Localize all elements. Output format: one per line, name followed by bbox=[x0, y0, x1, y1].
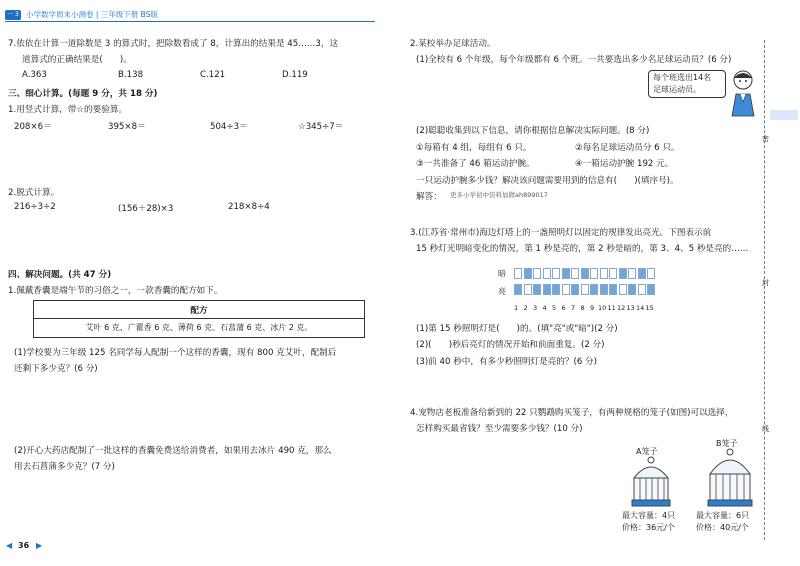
calc2-item: 218×8÷4 bbox=[228, 202, 270, 212]
second-label: 10 bbox=[598, 304, 607, 312]
p4-line1: 4.宠物店老板准备给新到的 22 只鹦鹉购买笼子，有两种规格的笼子(如图)可以选择， bbox=[410, 408, 734, 418]
second-label: 4 bbox=[542, 304, 547, 312]
p1-q2-line2: 用去石菖蒲多少克？(7 分) bbox=[14, 462, 115, 472]
grid-cell-dark bbox=[600, 268, 608, 279]
grid-cell-dark bbox=[628, 268, 636, 279]
page-next-icon: ▶ bbox=[36, 541, 43, 550]
page-prev-icon: ◀ bbox=[6, 541, 13, 550]
seal-char-feng: 封 bbox=[762, 279, 769, 287]
grid-cell-dark bbox=[543, 268, 551, 279]
second-label: 1 bbox=[514, 304, 519, 312]
speech-bubble bbox=[648, 70, 726, 98]
p3-q2: (2)( )秒后亮灯的情况开始和前面重复。(2 分) bbox=[416, 340, 605, 350]
p2-answer-label: 解答： bbox=[416, 192, 442, 202]
grid-cell-light bbox=[562, 284, 570, 295]
seal-line bbox=[764, 40, 766, 540]
cage-b-price: 价格：40元/个 bbox=[696, 523, 749, 532]
p1-q1-line1: (1)学校要为三年级 125 名同学每人配制一个这样的香囊，现有 800 克艾叶，配制后 bbox=[14, 348, 337, 358]
grid-cell-light bbox=[609, 284, 617, 295]
grid-cell-dark bbox=[552, 268, 560, 279]
grid-cell-dark bbox=[638, 268, 646, 279]
section-3-heading: 三、细心计算。(每题 9 分，共 18 分) bbox=[8, 89, 158, 99]
section-4-heading: 四、解决问题。(共 47 分) bbox=[8, 270, 112, 280]
grid-cell-light bbox=[647, 284, 655, 295]
second-label: 11 bbox=[607, 304, 616, 312]
q7-line1: 7.依依在计算一道除数是 3 的算式时，把除数看成了 8，计算出的结果是 45……3，这 bbox=[8, 39, 339, 49]
recipe-title: 配方 bbox=[190, 306, 208, 316]
second-label: 15 bbox=[645, 304, 654, 312]
birdcage-b-icon bbox=[704, 448, 756, 508]
cage-a-price: 价格：36元/个 bbox=[622, 523, 675, 532]
grid-cell-dark bbox=[590, 268, 598, 279]
cage-a-label: A笼子 bbox=[636, 447, 658, 456]
grid-cell-light bbox=[533, 284, 541, 295]
p2-q1: (1)全校有 6 个年级，每个年级都有 6 个班。一共要选出多少名足球运动员？(6 分) bbox=[416, 55, 732, 65]
p3-q3: (3)前 40 秒中，有多少秒照明灯是亮的？(6 分) bbox=[416, 357, 597, 367]
grid-cell-dark bbox=[524, 268, 532, 279]
second-label: 3 bbox=[533, 304, 538, 312]
grid-cell-dark bbox=[609, 268, 617, 279]
calc2-item: 216÷3÷2 bbox=[14, 202, 56, 212]
q7-option-c: C.121 bbox=[200, 70, 226, 80]
p1-q2-line1: (2)开心大药店配制了一批这样的香囊免费送给消费者，如果用去冰片 490 克，那么 bbox=[14, 446, 332, 456]
calc1-title: 1.用竖式计算，带☆的要验算。 bbox=[8, 105, 128, 115]
second-label: 8 bbox=[580, 304, 585, 312]
bubble-line2: 足球运动员。 bbox=[653, 85, 701, 94]
bubble-line1: 每个班选出14名 bbox=[653, 73, 712, 82]
p2-info-2: ②每名足球运动员分 6 只。 bbox=[575, 143, 680, 153]
calc1-item: ☆345÷7＝ bbox=[298, 122, 344, 132]
p2-info-4: ④一箱运动护腕 192 元。 bbox=[575, 159, 674, 169]
seal-char-xian: 线 bbox=[762, 425, 769, 433]
grid-cell-light bbox=[514, 284, 522, 295]
p3-q1: (1)第 15 秒照明灯是( )的。(填"亮"或"暗")(2 分) bbox=[416, 324, 618, 334]
grid-cell-light bbox=[543, 284, 551, 295]
p1-intro: 1.佩戴香囊是端午节的习俗之一，一款香囊的配方如下。 bbox=[8, 286, 223, 296]
grid-cell-light bbox=[590, 284, 598, 295]
teacher-icon bbox=[728, 66, 758, 118]
grid-cell-light bbox=[552, 284, 560, 295]
q7-line2: 道算式的正确结果是( )。 bbox=[22, 55, 132, 65]
header-title: 小学数学周末小测卷 | 三年级下册 BS版 bbox=[26, 10, 158, 19]
grid-cell-dark bbox=[571, 268, 579, 279]
p2-ask: 一只运动护腕多少钱？解决该问题需要用到的信息有( )(填序号)。 bbox=[416, 176, 679, 186]
grid-cell-dark bbox=[533, 268, 541, 279]
second-label: 7 bbox=[571, 304, 576, 312]
seal-char-mi: 密 bbox=[762, 135, 769, 143]
grid-cell-dark bbox=[514, 268, 522, 279]
cage-a-capacity: 最大容量：4只 bbox=[622, 511, 676, 520]
birdcage-a-icon bbox=[626, 456, 676, 508]
p3-line1: 3.(江苏省·常州市)海边灯塔上的一盏照明灯以固定的规律发出亮光。下图表示前 bbox=[410, 228, 712, 238]
calc2-title: 2.脱式计算。 bbox=[8, 188, 60, 198]
grid-cell-dark bbox=[581, 268, 589, 279]
second-label: 9 bbox=[590, 304, 595, 312]
p1-q1-line2: 还剩下多少克？(6 分) bbox=[14, 364, 98, 374]
calc1-item: 208×6＝ bbox=[14, 122, 52, 132]
second-label: 6 bbox=[561, 304, 566, 312]
p3-line2: 15 秒灯光明暗变化的情况，第 1 秒是亮的，第 2 秒是暗的，第 3、4、5 秒是亮的…… bbox=[416, 244, 749, 254]
recipe-box bbox=[33, 300, 365, 338]
q7-option-b: B.138 bbox=[118, 70, 144, 80]
calc1-item: 395×8＝ bbox=[108, 122, 146, 132]
second-label: 14 bbox=[636, 304, 645, 312]
p2-q2: (2)聪聪收集到以下信息，请你根据信息解决实际问题。(8 分) bbox=[416, 126, 650, 136]
calc2-item: (156＋28)×3 bbox=[118, 204, 174, 214]
grid-cell-light bbox=[581, 284, 589, 295]
grid-cell-light bbox=[571, 284, 579, 295]
second-label: 5 bbox=[552, 304, 557, 312]
grid-cell-dark bbox=[647, 268, 655, 279]
q7-option-d: D.119 bbox=[282, 70, 308, 80]
grid-cell-light bbox=[628, 284, 636, 295]
header-rule bbox=[5, 21, 375, 22]
row-label-dark: 暗 bbox=[498, 269, 506, 278]
grid-cell-light bbox=[524, 284, 532, 295]
recipe-divider bbox=[34, 318, 364, 319]
watermark-text: 更多小学初中资料加微ah899017 bbox=[450, 191, 548, 199]
grid-cell-dark bbox=[562, 268, 570, 279]
header-badge: 一 3 bbox=[5, 10, 21, 20]
grid-cell-light bbox=[619, 284, 627, 295]
p2-info-1: ①每箱有 4 组，每组有 6 只。 bbox=[416, 143, 532, 153]
p2-intro: 2.某校举办足球活动。 bbox=[410, 39, 496, 49]
second-label: 2 bbox=[523, 304, 528, 312]
grid-cell-dark bbox=[619, 268, 627, 279]
second-label: 13 bbox=[626, 304, 635, 312]
row-label-light: 亮 bbox=[498, 287, 506, 296]
q7-option-a: A.363 bbox=[22, 70, 47, 80]
margin-tab bbox=[770, 110, 798, 120]
recipe-text: 艾叶 6 克、广藿香 6 克、薄荷 6 克、石菖蒲 6 克、冰片 2 克。 bbox=[85, 323, 313, 332]
p2-info-3: ③一共准备了 46 箱运动护腕。 bbox=[416, 159, 535, 169]
p4-line2: 怎样购买最省钱？至少需要多少钱？(10 分) bbox=[416, 424, 583, 434]
page-number: 36 bbox=[18, 541, 30, 550]
grid-cell-light bbox=[600, 284, 608, 295]
calc1-item: 504÷3＝ bbox=[210, 122, 248, 132]
cage-b-capacity: 最大容量：6只 bbox=[696, 511, 750, 520]
grid-cell-light bbox=[638, 284, 646, 295]
second-label: 12 bbox=[617, 304, 626, 312]
cage-b-label: B笼子 bbox=[716, 439, 738, 448]
